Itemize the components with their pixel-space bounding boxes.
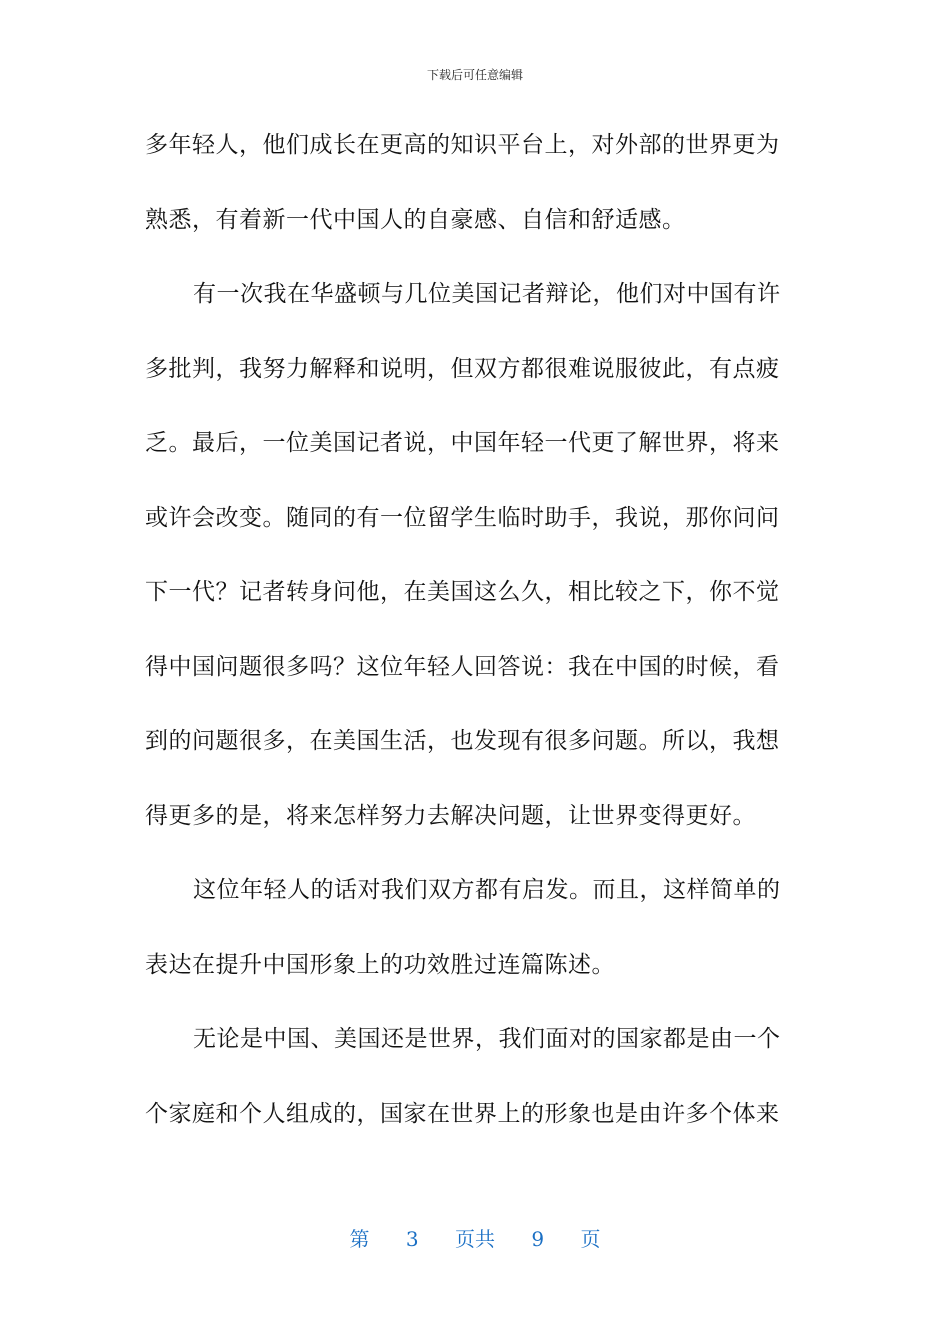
footer-suffix: 页: [580, 1227, 601, 1251]
text-line: 熟悉，有着新一代中国人的自豪感、自信和舒适感。: [145, 206, 686, 233]
current-page-number: 3: [405, 1227, 419, 1251]
total-page-count: 9: [531, 1227, 545, 1251]
paragraph-start-line: 这位年轻人的话对我们双方都有启发。而且，这样简单的: [193, 877, 781, 903]
page-number-footer: [0, 1226, 950, 1252]
text-line: 多年轻人，他们成长在更高的知识平台上，对外部的世界更为: [145, 132, 780, 158]
text-line: 多批判，我努力解释和说明，但双方都很难说服彼此，有点疲: [145, 355, 780, 382]
footer-middle: 页共: [455, 1227, 495, 1251]
document-body: [145, 127, 805, 1170]
text-line: 下一代？记者转身问他，在美国这么久，相比较之下，你不觉: [145, 579, 780, 605]
text-line: 得更多的是，将来怎样努力去解决问题，让世界变得更好。: [145, 802, 756, 829]
page-header: 下载后可任意编辑: [426, 68, 523, 82]
text-line: 或许会改变。随同的有一位留学生临时助手，我说，那你问问: [145, 504, 780, 531]
text-line: 得中国问题很多吗？这位年轻人回答说：我在中国的时候，看: [145, 653, 780, 680]
paragraph-start-line: 有一次我在华盛顿与几位美国记者辩论，他们对中国有许: [193, 281, 781, 307]
paragraph-start-line: 无论是中国、美国还是世界，我们面对的国家都是由一个: [193, 1026, 781, 1052]
text-line: 乏。最后，一位美国记者说，中国年轻一代更了解世界，将来: [145, 430, 780, 456]
text-line: 个家庭和个人组成的，国家在世界上的形象也是由许多个体来: [145, 1100, 780, 1127]
footer-prefix: 第: [349, 1227, 370, 1251]
text-line: 到的问题很多，在美国生活，也发现有很多问题。所以，我想: [145, 728, 780, 754]
text-line: 表达在提升中国形象上的功效胜过连篇陈述。: [145, 951, 615, 978]
